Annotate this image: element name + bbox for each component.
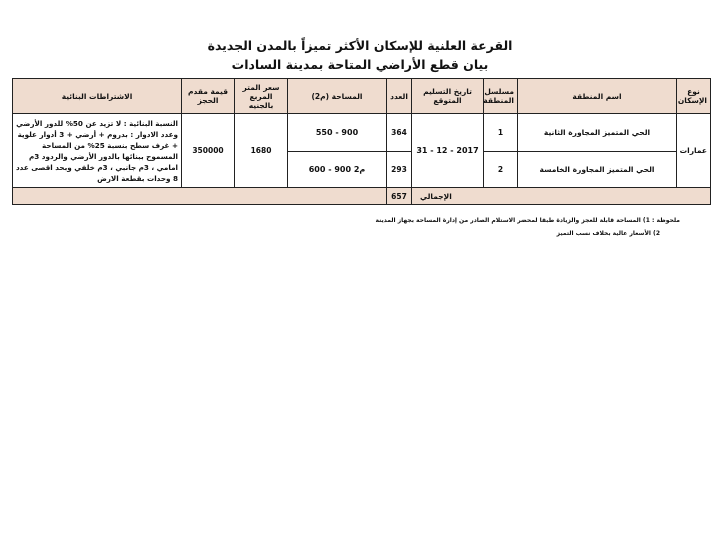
conditions-cell: النسبة البنائية : لا تزيد عن 50% للدور الأرضي وعدد الادوار : بدروم + أرضي + 3 أدوار علوية + غرف سطح بنسبة 25% من المساحة المسموح ببنائها بالدور الأرضي والردود 3م امامي ، 3م جانبي ، 3م خلفي وبحد اقصى عدد 8 وحدات بقطعة الارض (13, 114, 182, 188)
note-item: ملحوظة : 1) المساحة قابلة للعجز والزيادة طبقا لمحضر الاستلام الصادر من إدارة المساحة بجهاز المدينة (375, 217, 680, 224)
land-plots-table (12, 78, 711, 205)
header-conditions: الاشتراطات البنائية (13, 79, 182, 114)
price-per-meter-cell: 1680 (235, 114, 288, 188)
header-count: العدد (387, 79, 412, 114)
total-count: 657 (387, 188, 412, 205)
header-housing-type: نوع الإسكان (677, 79, 711, 114)
header-delivery-date: تاريخ التسليم المتوقع (412, 79, 484, 114)
area-range-cell: 550 - 900 (288, 114, 387, 152)
note-item: 2) الأسعار عالية بخلاف نسب التميز (556, 230, 660, 237)
deposit-cell: 350000 (182, 114, 235, 188)
header-row (13, 79, 711, 114)
area-name-cell: الحي المتميز المجاورة الخامسة (518, 152, 677, 188)
total-label: الإجمالي (412, 188, 711, 205)
page-title: القرعة العلنية للإسكان الأكثر تميزاً بالمدن الجديدة (207, 38, 513, 53)
area-name-cell: الحي المتميز المجاورة الثانية (518, 114, 677, 152)
header-area: المساحة (م2) (288, 79, 387, 114)
total-row (13, 188, 711, 205)
header-deposit: قيمة مقدم الحجز (182, 79, 235, 114)
header-area-seq: مسلسل المنطقة (484, 79, 518, 114)
area-range-cell: 600 - 900 م2 (288, 152, 387, 188)
header-price-per-meter: سعر المتر المربع بالجنيه (235, 79, 288, 114)
count-cell: 293 (387, 152, 412, 188)
housing-type-cell: عمارات (677, 114, 711, 188)
table-row (13, 114, 711, 152)
total-empty (13, 188, 387, 205)
notes (375, 214, 680, 240)
page-subtitle: بيان قطع الأراضي المتاحة بمدينة السادات (231, 57, 489, 72)
delivery-date-cell: 31 - 12 - 2017 (412, 114, 484, 188)
count-cell: 364 (387, 114, 412, 152)
area-seq-cell: 1 (484, 114, 518, 152)
header-area-name: اسم المنطقة (518, 79, 677, 114)
area-seq-cell: 2 (484, 152, 518, 188)
